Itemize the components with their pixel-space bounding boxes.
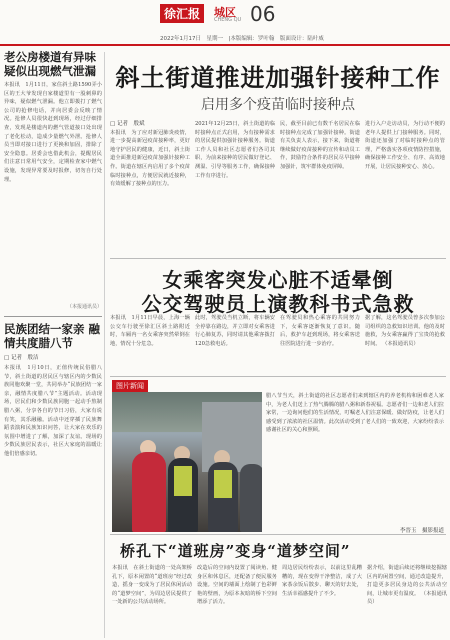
left-story-2-byline: □ 记者 殷洁 <box>4 355 39 361</box>
bottom-story-col-3: 周边居民纷纷表示，以前这里乱糟糟的，现在变得干净整洁，成了大家茶余饭后散步、聊天的好去处，生活幸福感提升了不少。 <box>282 565 362 597</box>
section-title-en: CHENG QU <box>214 17 242 23</box>
brand-logo: 徐汇报 <box>160 4 204 23</box>
section-title: 城区 <box>214 6 236 19</box>
bottom-story-col-2: 改造后的空间内设置了阅读角、健身区和休息区，还配备了便民服务设施。空间的墙面上绘制了色彩鲜艳的壁画，为原本灰暗的桥下空间增添了活力。 <box>197 565 277 606</box>
main-story-body <box>110 120 446 256</box>
second-story-source: （本报通讯员） <box>382 340 419 347</box>
bottom-story-col-4 <box>367 564 447 636</box>
column-rule <box>104 52 105 638</box>
bottom-story-col-4-text: 据介绍，街道后续还将继续挖掘辖区内的闲置空间，通过改造提升，打造更多居民身边的公共活动空间，让城市更有温度。 <box>367 565 447 597</box>
photo-volunteer-vest <box>174 466 192 496</box>
photo-person <box>240 464 262 532</box>
bottom-story-body <box>112 564 446 636</box>
section-divider-2 <box>110 376 446 377</box>
bottom-story-col-1: 本报讯 在斜土街道的一处高架桥孔下，原本闲置的“道班房”经过改造，摇身一变成为了居民休闲活动的“道梦空间”，为周边居民提供了一处新的公共活动场所。 <box>112 565 192 606</box>
dateline: 2022年1月17日 星期一 |本版编辑：罗叶翰 版面设计：陆叶威 <box>160 36 324 42</box>
main-subheadline: 启用多个疫苗临时接种点 <box>201 97 355 113</box>
second-story-col-2: 此时，驾驶员当机立断，将车辆安全停靠在路边，并立即对女乘客进行心肺复苏，同时请其他乘客拨打120急救电话。 <box>195 315 275 347</box>
second-story-headline-1: 女乘客突发心脏不适晕倒 <box>162 268 394 292</box>
left-story-1-body: 本报讯 1月11日，家住斜土路1590弄小区的王大爷发现自家楼道里有一股刺鼻的异味，疑似燃气泄漏。他立即拨打了燃气公司的抢修电话，并向居委会反映了情况。抢修人员很快赶到现场，经过仔细排查，发现是楼道内的燃气管道接口处出现了老化松动，造成少量燃气外泄。抢修人员当即对接口进行了更换和加固，排除了安全隐患。居委会也借此机会，提醒居民们注意日常用气安全，定期检查家中燃气设施，发现异常要及时报修，切勿自行处理。 <box>4 82 102 183</box>
second-story-col-1: 本报讯 1月11日早晨，上海一辆公交车行驶至徐汇区斜土路附近时，车厢内一名女乘客突然晕倒在地，情况十分危急。 <box>110 315 190 347</box>
bottom-story-headline-text: 桥孔下“道班房”变身“道梦空间” <box>120 542 351 560</box>
second-story-col-4 <box>365 314 445 374</box>
photo-news-caption: 腊八节当天，斜土街道的社区志愿者们来到辖区内的养老机构和困难老人家中，为老人们送上了热气腾腾的腊八粥和新春祝福。志愿者们一边和老人们拉家常，一边询问他们的生活情况，叮嘱老人们注意保暖、做好防疫，让老人们感受到了浓浓的社区温情。此次活动受到了老人们的一致欢迎，大家纷纷表示感谢社区的关心和照顾。 <box>266 393 444 434</box>
bottom-story-source: （本报通讯员） <box>367 590 447 606</box>
photo-building <box>202 402 262 472</box>
left-story-1-headline: 老公房楼道有异味 疑似出现燃气泄漏 <box>4 50 96 78</box>
second-story-body <box>110 314 446 374</box>
photo-news-image <box>112 392 262 532</box>
section-divider-3 <box>110 534 446 535</box>
page-number: 06 <box>250 2 276 26</box>
main-story-col-4: 进行入户走访动员，为行动不便的老年人提供上门接种服务。同时，街道还加强了对临时接种点的管理，严格落实各项疫情防控措施，确保接种工作安全、有序、高效地开展，让居民接种安心、放心。 <box>365 121 445 170</box>
left-story-1-source: （本报通讯员） <box>66 304 102 310</box>
header-rule <box>0 44 450 46</box>
main-story-col-2: 2021年12月25日，斜土街道的临时接种点正式启用，为有接种需求的居民提供加强针接种服务。街道工作人员和社区志愿者们各司其职，为前来接种的居民做好登记、测温、引导等服务工作，确保接种工作有序进行。 <box>195 121 275 179</box>
left-story-2-body: 本报讯 1月10日，正值传统民俗腊八节，斜土街道的居民区与辖区内的少数民族同胞欢聚一堂，共同举办“民族团结一家亲，融情共度腊八节”主题活动。活动现场，居民们和少数民族同胞一起动手熬制腊八粥，分享各自的节日习俗，大家有说有笑，其乐融融。活动中还穿插了民族舞蹈表演和民族知识问答，让大家在欢乐的氛围中增进了了解，加深了友谊。现场的少数民族居民表示，社区大家庭的温暖让他们倍感亲切。 <box>4 365 102 457</box>
photo-news-credit: 李晋玉 摄影报道 <box>399 528 444 534</box>
second-story-col-3: 在驾驶员和热心乘客的共同努力下，女乘客逐渐恢复了意识。随后，救护车赶到现场，将女乘客送往医院进行进一步治疗。 <box>280 315 360 347</box>
main-headline: 斜土街道推进加强针接种工作 <box>115 63 441 92</box>
second-story-col-4-text: 据了解，这名驾驶员曾多次参加公司组织的急救知识培训。他的及时施救，为女乘客赢得了宝贵的抢救时间。 <box>365 315 445 347</box>
second-story-headline-2: 公交驾驶员上演教科书式急救 <box>141 292 415 316</box>
left-column-divider <box>4 316 102 317</box>
main-story-col-3: 民，截至目前已有数千名居民在临时接种点完成了加强针接种。街道有关负责人表示，接下来，街道将继续做好疫苗接种的宣传和动员工作，鼓励符合条件的居民尽早接种加强针，筑牢群体免疫屏障。 <box>280 121 360 170</box>
photo-volunteer-vest <box>214 470 232 498</box>
photo-news-tag: 图片新闻 <box>112 380 148 392</box>
left-column <box>4 50 102 636</box>
section-divider <box>110 258 446 259</box>
bottom-story-headline <box>120 540 440 561</box>
photo-person-red-coat <box>132 452 166 532</box>
left-story-2-headline: 民族团结一家亲 融情共度腊八节 <box>4 322 101 350</box>
main-story-byline: □ 记者 殷斌 <box>110 121 145 127</box>
masthead <box>160 4 330 30</box>
main-story-col-1-text: 本报讯 为了应对新冠肺炎疫情，进一步提高新冠疫苗接种率，更好地守护居民的健康，近日，斜土街道全面推进新冠疫苗加强针接种工作。街道在辖区内启用了多个疫苗临时接种点，方便居民就近接种，有效缓解了接种点的压力。 <box>110 129 190 188</box>
main-story-col-1 <box>110 120 190 256</box>
